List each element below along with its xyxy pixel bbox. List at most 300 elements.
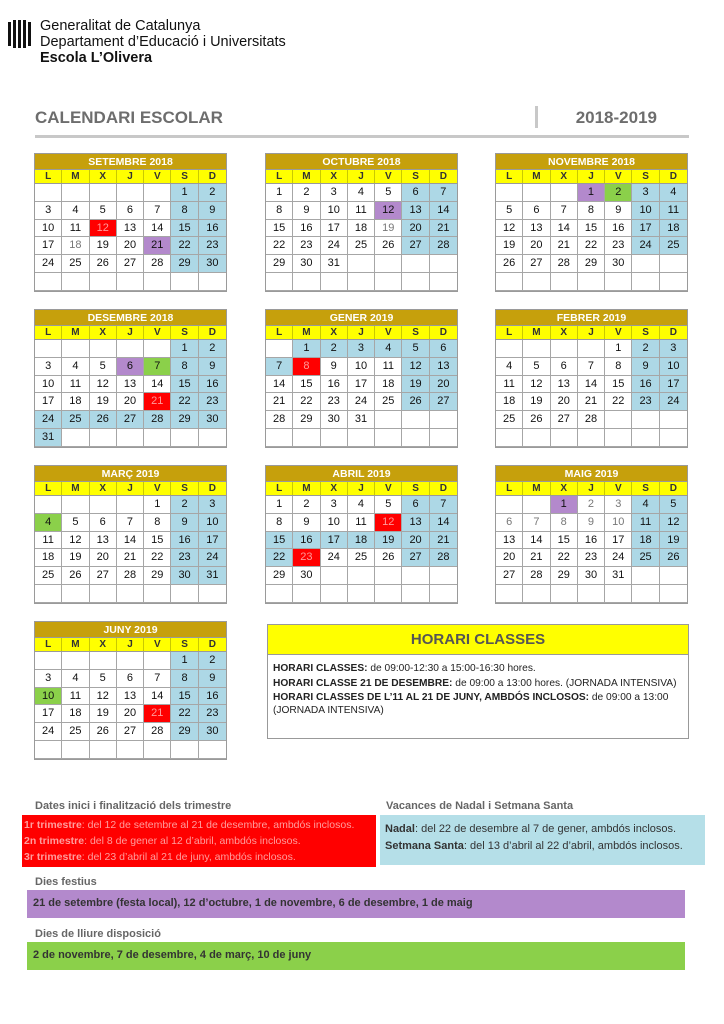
calendar-empty-cell bbox=[62, 340, 89, 358]
calendar-day: 11 bbox=[348, 202, 375, 220]
calendar-day: 25 bbox=[62, 411, 89, 429]
horari-body bbox=[268, 655, 688, 717]
weekday-label: M bbox=[293, 326, 320, 339]
calendar-day: 6 bbox=[496, 514, 523, 532]
calendar-day: 25 bbox=[348, 549, 375, 567]
calendar-day: 15 bbox=[171, 376, 198, 394]
weekday-label: X bbox=[90, 170, 117, 183]
weekday-label: M bbox=[62, 482, 89, 495]
calendar-empty-cell bbox=[375, 567, 402, 585]
calendar-day: 19 bbox=[90, 393, 117, 411]
weekday-label: J bbox=[578, 482, 605, 495]
calendar-day: 27 bbox=[430, 393, 457, 411]
calendar-empty-cell bbox=[117, 273, 144, 291]
calendar-empty-cell bbox=[35, 652, 62, 670]
calendar-empty-cell bbox=[144, 340, 171, 358]
calendar-empty-cell bbox=[144, 741, 171, 759]
calendar-day: 20 bbox=[90, 549, 117, 567]
calendar-day: 6 bbox=[523, 202, 550, 220]
calendar-day: 12 bbox=[402, 358, 429, 376]
calendar-empty-cell bbox=[523, 585, 550, 603]
calendar-day: 2 bbox=[199, 340, 226, 358]
calendar-empty-cell bbox=[660, 567, 687, 585]
calendar-empty-cell bbox=[321, 273, 348, 291]
weekday-header-row bbox=[496, 170, 687, 184]
calendar-day: 17 bbox=[348, 376, 375, 394]
trimester-2-text: : del 8 de gener al 12 d’abril, ambdós inclosos. bbox=[84, 835, 301, 847]
calendar-empty-cell bbox=[321, 567, 348, 585]
calendar-empty-cell bbox=[144, 652, 171, 670]
institution-header bbox=[8, 18, 286, 66]
calendar-empty-cell bbox=[171, 741, 198, 759]
calendar-empty-cell bbox=[117, 652, 144, 670]
calendar-empty-cell bbox=[62, 585, 89, 603]
calendar-day: 5 bbox=[90, 202, 117, 220]
calendar-day: 19 bbox=[402, 376, 429, 394]
calendar-day: 9 bbox=[605, 202, 632, 220]
calendar-day: 12 bbox=[523, 376, 550, 394]
trimester-2 bbox=[24, 833, 376, 849]
calendar-empty-cell bbox=[117, 741, 144, 759]
calendar-empty-cell bbox=[660, 273, 687, 291]
calendar-day: 24 bbox=[321, 549, 348, 567]
calendar-day: 25 bbox=[348, 237, 375, 255]
calendar-day: 4 bbox=[496, 358, 523, 376]
calendar-empty-cell bbox=[375, 429, 402, 447]
calendar-empty-cell bbox=[578, 273, 605, 291]
calendar-day: 1 bbox=[171, 652, 198, 670]
calendar-day: 30 bbox=[293, 567, 320, 585]
calendar-day: 28 bbox=[144, 723, 171, 741]
calendar-empty-cell bbox=[348, 567, 375, 585]
calendar-day: 11 bbox=[375, 358, 402, 376]
calendar-day: 15 bbox=[578, 220, 605, 238]
calendar-day: 9 bbox=[632, 358, 659, 376]
calendar-day: 27 bbox=[117, 723, 144, 741]
calendar-day: 19 bbox=[375, 220, 402, 238]
calendar-day: 18 bbox=[375, 376, 402, 394]
month-title: GENER 2019 bbox=[266, 310, 457, 326]
weekday-label: M bbox=[523, 326, 550, 339]
school-name: Escola L’Olivera bbox=[40, 50, 153, 66]
calendar-empty-cell bbox=[605, 429, 632, 447]
calendar-day: 23 bbox=[199, 393, 226, 411]
month-title: MARÇ 2019 bbox=[35, 466, 226, 482]
weekday-label: S bbox=[632, 482, 659, 495]
calendar-day: 12 bbox=[496, 220, 523, 238]
calendar-empty-cell bbox=[266, 340, 293, 358]
weekday-label: D bbox=[439, 327, 447, 338]
calendar-day: 20 bbox=[523, 237, 550, 255]
calendar-day: 4 bbox=[62, 358, 89, 376]
weekday-header-row bbox=[35, 482, 226, 496]
calendar-empty-cell bbox=[90, 340, 117, 358]
month-calendar bbox=[34, 309, 227, 448]
calendar-day: 4 bbox=[62, 202, 89, 220]
calendar-day: 1 bbox=[266, 496, 293, 514]
calendar-day: 18 bbox=[632, 532, 659, 550]
calendar-empty-cell bbox=[578, 429, 605, 447]
calendar-day: 2 bbox=[293, 496, 320, 514]
calendar-day: 22 bbox=[266, 237, 293, 255]
calendar-empty-cell bbox=[199, 429, 226, 447]
trimester-3-label: 3r trimestre bbox=[24, 851, 82, 863]
weekday-label: S bbox=[171, 170, 198, 183]
calendar-empty-cell bbox=[496, 585, 523, 603]
calendar-day: 17 bbox=[35, 237, 62, 255]
calendar-day: 3 bbox=[348, 340, 375, 358]
weekday-label: J bbox=[117, 482, 144, 495]
trimester-2-label: 2n trimestre bbox=[24, 835, 85, 847]
calendar-day: 19 bbox=[62, 549, 89, 567]
calendar-day: 10 bbox=[35, 688, 62, 706]
calendar-day: 20 bbox=[402, 220, 429, 238]
calendar-day: 21 bbox=[430, 532, 457, 550]
calendar-day: 14 bbox=[144, 220, 171, 238]
calendar-day: 14 bbox=[266, 376, 293, 394]
calendar-day: 14 bbox=[144, 376, 171, 394]
calendar-day: 23 bbox=[293, 237, 320, 255]
calendar-day: 22 bbox=[266, 549, 293, 567]
day-grid bbox=[266, 496, 457, 603]
calendar-day: 20 bbox=[117, 237, 144, 255]
calendar-day: 4 bbox=[660, 184, 687, 202]
calendar-day: 12 bbox=[90, 376, 117, 394]
vacation-nadal bbox=[385, 821, 705, 838]
trimester-3 bbox=[24, 849, 376, 865]
calendar-day: 16 bbox=[199, 220, 226, 238]
weekday-label: S bbox=[632, 326, 659, 339]
calendar-day: 28 bbox=[144, 411, 171, 429]
calendar-day: 21 bbox=[430, 220, 457, 238]
day-grid bbox=[35, 184, 226, 291]
calendar-day: 29 bbox=[144, 567, 171, 585]
calendar-day: 6 bbox=[90, 514, 117, 532]
month-title: NOVEMBRE 2018 bbox=[496, 154, 687, 170]
calendar-day: 9 bbox=[199, 358, 226, 376]
calendar-empty-cell bbox=[430, 273, 457, 291]
calendar-day: 7 bbox=[144, 670, 171, 688]
calendar-day: 21 bbox=[144, 237, 171, 255]
calendar-empty-cell bbox=[199, 741, 226, 759]
calendar-day: 26 bbox=[523, 411, 550, 429]
month-title: ABRIL 2019 bbox=[266, 466, 457, 482]
calendar-day: 3 bbox=[199, 496, 226, 514]
calendar-day: 17 bbox=[321, 532, 348, 550]
calendar-day: 31 bbox=[348, 411, 375, 429]
calendar-day: 19 bbox=[660, 532, 687, 550]
calendar-day: 13 bbox=[430, 358, 457, 376]
weekday-label: M bbox=[293, 170, 320, 183]
calendar-empty-cell bbox=[90, 585, 117, 603]
calendar-day: 4 bbox=[348, 184, 375, 202]
calendar-empty-cell bbox=[632, 429, 659, 447]
calendar-empty-cell bbox=[90, 273, 117, 291]
trimester-3-text: : del 23 d’abril al 21 de juny, ambdós inclosos. bbox=[81, 851, 296, 863]
calendar-empty-cell bbox=[117, 184, 144, 202]
calendar-empty-cell bbox=[402, 585, 429, 603]
weekday-label: L bbox=[35, 482, 62, 495]
weekday-label: L bbox=[266, 170, 293, 183]
calendar-day: 31 bbox=[199, 567, 226, 585]
calendar-day: 26 bbox=[90, 723, 117, 741]
calendar-day: 17 bbox=[35, 705, 62, 723]
weekday-label: J bbox=[348, 170, 375, 183]
calendar-day: 19 bbox=[496, 237, 523, 255]
calendar-day: 16 bbox=[605, 220, 632, 238]
calendar-empty-cell bbox=[171, 429, 198, 447]
calendar-empty-cell bbox=[660, 411, 687, 429]
calendar-day: 4 bbox=[375, 340, 402, 358]
calendar-empty-cell bbox=[293, 585, 320, 603]
calendar-day: 26 bbox=[402, 393, 429, 411]
calendar-day: 5 bbox=[90, 670, 117, 688]
calendar-day: 3 bbox=[605, 496, 632, 514]
calendar-day: 27 bbox=[496, 567, 523, 585]
calendar-day: 31 bbox=[605, 567, 632, 585]
calendar-day: 8 bbox=[144, 514, 171, 532]
calendar-day: 23 bbox=[293, 549, 320, 567]
calendar-day: 11 bbox=[348, 514, 375, 532]
weekday-label: S bbox=[402, 326, 429, 339]
calendar-day: 25 bbox=[35, 567, 62, 585]
calendar-empty-cell bbox=[144, 585, 171, 603]
day-grid bbox=[266, 340, 457, 447]
calendar-day: 23 bbox=[632, 393, 659, 411]
calendar-day: 17 bbox=[321, 220, 348, 238]
calendar-day: 28 bbox=[430, 549, 457, 567]
calendar-empty-cell bbox=[117, 496, 144, 514]
calendar-empty-cell bbox=[496, 340, 523, 358]
calendar-day: 6 bbox=[117, 358, 144, 376]
calendar-day: 24 bbox=[35, 723, 62, 741]
calendar-day: 15 bbox=[605, 376, 632, 394]
calendar-day: 7 bbox=[430, 496, 457, 514]
weekday-label: X bbox=[90, 638, 117, 651]
calendar-day: 28 bbox=[117, 567, 144, 585]
calendar-empty-cell bbox=[375, 411, 402, 429]
calendar-day: 5 bbox=[523, 358, 550, 376]
weekday-label: V bbox=[144, 170, 171, 183]
calendar-day: 23 bbox=[199, 237, 226, 255]
calendar-day: 30 bbox=[171, 567, 198, 585]
weekday-label: V bbox=[144, 326, 171, 339]
calendar-day: 30 bbox=[199, 255, 226, 273]
calendar-day: 22 bbox=[144, 549, 171, 567]
weekday-header-row bbox=[266, 482, 457, 496]
calendar-day: 18 bbox=[62, 705, 89, 723]
calendar-day: 29 bbox=[293, 411, 320, 429]
holidays-legend: 21 de setembre (festa local), 12 d’octubre, 1 de novembre, 6 de desembre, 1 de maig bbox=[27, 890, 685, 918]
calendar-day: 7 bbox=[117, 514, 144, 532]
calendar-day: 7 bbox=[144, 358, 171, 376]
calendar-day: 11 bbox=[62, 688, 89, 706]
school-year: 2018-2019 bbox=[575, 108, 657, 127]
calendar-day: 26 bbox=[375, 549, 402, 567]
calendar-empty-cell bbox=[375, 273, 402, 291]
weekday-label: D bbox=[669, 483, 677, 494]
calendar-day: 16 bbox=[578, 532, 605, 550]
calendar-day: 29 bbox=[266, 567, 293, 585]
calendar-day: 12 bbox=[375, 514, 402, 532]
weekday-label: M bbox=[293, 482, 320, 495]
calendar-empty-cell bbox=[35, 184, 62, 202]
calendar-empty-cell bbox=[293, 273, 320, 291]
calendar-day: 13 bbox=[551, 376, 578, 394]
calendar-day: 22 bbox=[605, 393, 632, 411]
calendar-empty-cell bbox=[171, 585, 198, 603]
trimester-legend bbox=[22, 815, 376, 867]
calendar-day: 7 bbox=[144, 202, 171, 220]
calendar-empty-cell bbox=[199, 585, 226, 603]
calendar-day: 30 bbox=[321, 411, 348, 429]
calendar-empty-cell bbox=[171, 273, 198, 291]
calendar-empty-cell bbox=[62, 429, 89, 447]
title-bar bbox=[35, 104, 689, 138]
calendar-day: 10 bbox=[35, 376, 62, 394]
weekday-label: L bbox=[35, 326, 62, 339]
weekday-label: X bbox=[321, 482, 348, 495]
calendar-day: 14 bbox=[430, 514, 457, 532]
weekday-label: X bbox=[90, 326, 117, 339]
calendar-day: 26 bbox=[496, 255, 523, 273]
horari-line-3-text: de 09:00 a 13:00 (JORNADA INTENSIVA) bbox=[273, 692, 669, 716]
weekday-label: M bbox=[62, 326, 89, 339]
calendar-empty-cell bbox=[348, 273, 375, 291]
calendar-day: 23 bbox=[605, 237, 632, 255]
calendar-day: 12 bbox=[375, 202, 402, 220]
weekday-label: D bbox=[439, 171, 447, 182]
calendar-day: 28 bbox=[523, 567, 550, 585]
calendar-day: 2 bbox=[199, 184, 226, 202]
calendar-empty-cell bbox=[90, 496, 117, 514]
calendar-day: 8 bbox=[605, 358, 632, 376]
weekday-header-row bbox=[266, 170, 457, 184]
horari-line-1-label: HORARI CLASSES: bbox=[273, 663, 368, 674]
calendar-day: 19 bbox=[90, 237, 117, 255]
calendar-day: 24 bbox=[321, 237, 348, 255]
calendar-day: 5 bbox=[660, 496, 687, 514]
weekday-label: V bbox=[375, 170, 402, 183]
calendar-day: 24 bbox=[35, 411, 62, 429]
weekday-label: J bbox=[117, 638, 144, 651]
calendar-day: 23 bbox=[199, 705, 226, 723]
weekday-header-row bbox=[496, 482, 687, 496]
calendar-day: 1 bbox=[605, 340, 632, 358]
calendar-day: 19 bbox=[375, 532, 402, 550]
trimester-1 bbox=[24, 817, 376, 833]
calendar-empty-cell bbox=[523, 184, 550, 202]
calendar-day: 8 bbox=[266, 514, 293, 532]
calendar-day: 16 bbox=[293, 220, 320, 238]
weekday-label: M bbox=[62, 638, 89, 651]
horari-line-2-label: HORARI CLASSE 21 DE DESEMBRE: bbox=[273, 677, 453, 689]
calendar-day: 24 bbox=[199, 549, 226, 567]
calendar-day: 29 bbox=[266, 255, 293, 273]
calendar-day: 5 bbox=[496, 202, 523, 220]
calendar-day: 5 bbox=[402, 340, 429, 358]
calendar-day: 24 bbox=[348, 393, 375, 411]
calendar-empty-cell bbox=[402, 255, 429, 273]
calendar-day: 25 bbox=[375, 393, 402, 411]
calendar-empty-cell bbox=[402, 567, 429, 585]
day-grid bbox=[496, 496, 687, 603]
calendar-empty-cell bbox=[551, 340, 578, 358]
calendar-day: 1 bbox=[266, 184, 293, 202]
calendar-empty-cell bbox=[605, 273, 632, 291]
weekday-label: V bbox=[605, 170, 632, 183]
calendar-day: 27 bbox=[402, 237, 429, 255]
calendar-day: 13 bbox=[402, 514, 429, 532]
vacation-nadal-label: Nadal bbox=[385, 823, 415, 835]
calendar-empty-cell bbox=[35, 585, 62, 603]
calendar-day: 17 bbox=[35, 393, 62, 411]
calendar-empty-cell bbox=[293, 429, 320, 447]
calendar-empty-cell bbox=[90, 741, 117, 759]
calendar-empty-cell bbox=[523, 273, 550, 291]
calendar-empty-cell bbox=[551, 429, 578, 447]
horari-classes-box bbox=[267, 624, 689, 739]
calendar-day: 13 bbox=[523, 220, 550, 238]
weekday-label: V bbox=[605, 482, 632, 495]
calendar-day: 2 bbox=[321, 340, 348, 358]
calendar-empty-cell bbox=[35, 496, 62, 514]
calendar-day: 30 bbox=[578, 567, 605, 585]
calendar-day: 29 bbox=[171, 723, 198, 741]
free-days-legend: 2 de novembre, 7 de desembre, 4 de març, 10 de juny bbox=[27, 942, 685, 970]
calendar-day: 14 bbox=[578, 376, 605, 394]
calendar-day: 17 bbox=[660, 376, 687, 394]
calendar-day: 1 bbox=[293, 340, 320, 358]
free-days-legend-title: Dies de lliure disposició bbox=[35, 928, 161, 940]
calendar-day: 29 bbox=[171, 411, 198, 429]
weekday-label: S bbox=[402, 482, 429, 495]
vacation-setmana-santa bbox=[385, 838, 705, 855]
weekday-label: L bbox=[35, 638, 62, 651]
month-calendar bbox=[265, 153, 458, 292]
calendar-day: 3 bbox=[35, 202, 62, 220]
calendar-empty-cell bbox=[632, 273, 659, 291]
calendar-day: 26 bbox=[62, 567, 89, 585]
calendar-day: 4 bbox=[632, 496, 659, 514]
calendar-day: 30 bbox=[605, 255, 632, 273]
calendar-day: 6 bbox=[117, 670, 144, 688]
weekday-label: L bbox=[496, 170, 523, 183]
calendar-day: 27 bbox=[402, 549, 429, 567]
calendar-day: 10 bbox=[660, 358, 687, 376]
calendar-day: 6 bbox=[551, 358, 578, 376]
calendar-day: 2 bbox=[199, 652, 226, 670]
calendar-empty-cell bbox=[117, 585, 144, 603]
calendar-day: 15 bbox=[171, 688, 198, 706]
day-grid bbox=[496, 184, 687, 291]
calendar-day: 6 bbox=[402, 496, 429, 514]
calendar-day: 10 bbox=[348, 358, 375, 376]
calendar-day: 20 bbox=[430, 376, 457, 394]
calendar-day: 15 bbox=[171, 220, 198, 238]
calendar-day: 27 bbox=[90, 567, 117, 585]
calendar-empty-cell bbox=[660, 255, 687, 273]
calendar-day: 9 bbox=[578, 514, 605, 532]
vacation-santa-text: : del 13 d’abril al 22 d’abril, ambdós inclosos. bbox=[463, 840, 683, 852]
trimester-legend-title: Dates inici i finalització dels trimestre bbox=[35, 800, 232, 812]
weekday-label: D bbox=[208, 171, 216, 182]
calendar-day: 27 bbox=[117, 411, 144, 429]
calendar-day: 15 bbox=[266, 220, 293, 238]
calendar-day: 20 bbox=[551, 393, 578, 411]
calendar-empty-cell bbox=[632, 411, 659, 429]
calendar-day: 11 bbox=[632, 514, 659, 532]
